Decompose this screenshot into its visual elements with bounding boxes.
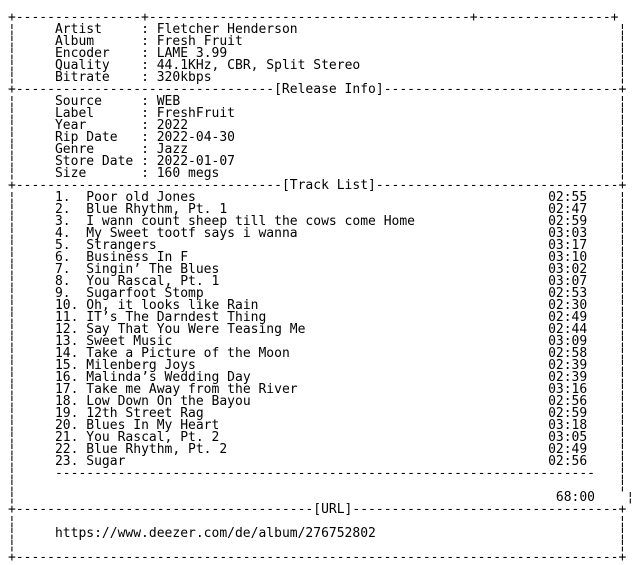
track-row: ¦ 3. I wann count sheep till the cows come Home 02:59 ¦ (8, 214, 627, 229)
track-title: I wann count sheep till the cows come Home (86, 214, 416, 229)
track-row: ¦ 10. Oh, it looks like Rain 02:30 ¦ (8, 298, 627, 313)
track-title: Take a Picture of the Moon (86, 346, 290, 361)
track-time: 02:59 (548, 406, 588, 421)
field-row: ¦ Genre : Jazz ¦ (8, 142, 627, 157)
track-row: ¦ 21. You Rascal, Pt. 2 03:05 ¦ (8, 430, 627, 445)
track-title: You Rascal, Pt. 2 (86, 430, 220, 445)
track-row: ¦ 17. Take me Away from the River 03:16 ¦ (8, 382, 627, 397)
track-time: 02:39 (548, 358, 588, 373)
field-label: Year (54, 118, 87, 133)
track-number: 15. (54, 358, 79, 373)
track-row: ¦ 6. Business In F 03:10 ¦ (8, 250, 627, 265)
track-time: 02:30 (548, 298, 588, 313)
track-row: ¦ 14. Take a Picture of the Moon 02:58 ¦ (8, 346, 627, 361)
track-row: ¦ 13. Sweet Music 03:09 ¦ (8, 334, 627, 349)
track-number: 12. (54, 322, 79, 337)
track-number: 19. (54, 406, 79, 421)
track-time: 02:47 (548, 202, 588, 217)
track-list-header: [Track List] (281, 178, 376, 193)
track-time: 03:02 (548, 262, 588, 277)
track-title: My Sweet tootf says i wanna (86, 226, 298, 241)
field-row: ¦ Bitrate : 320kbps ¦ (8, 70, 627, 85)
track-time: 02:39 (548, 370, 588, 385)
track-row: ¦ 4. My Sweet tootf says i wanna 03:03 ¦ (8, 226, 627, 241)
track-time: 02:56 (548, 394, 588, 409)
track-row: ¦ 23. Sugar 02:56 ¦ (8, 454, 627, 469)
field-value: Fresh Fruit (156, 34, 243, 49)
track-time: 03:10 (548, 250, 588, 265)
field-label: Artist (54, 22, 102, 37)
field-value: 2022-04-30 (156, 130, 236, 145)
field-row: ¦ Album : Fresh Fruit ¦ (8, 34, 627, 49)
top-border: +----------------+-----------------------------------------+-----------------+ (8, 10, 619, 25)
track-time: 02:55 (548, 190, 588, 205)
track-number: 9. (54, 286, 71, 301)
track-title: Business In F (86, 250, 189, 265)
field-value: 320kbps (156, 70, 212, 85)
field-row: ¦ Store Date : 2022-01-07 ¦ (8, 154, 627, 169)
field-label: Size (54, 166, 87, 181)
track-time: 03:16 (548, 382, 588, 397)
track-time: 03:17 (548, 238, 588, 253)
track-number: 14. (54, 346, 79, 361)
field-value: Fletcher Henderson (156, 22, 298, 37)
field-label: Quality (54, 58, 110, 73)
track-time: 03:09 (548, 334, 588, 349)
track-number: 5. (54, 238, 71, 253)
track-row: ¦ 9. Sugarfoot Stomp 02:53 ¦ (8, 286, 627, 301)
track-row: ¦ 18. Low Down On the Bayou 02:56 ¦ (8, 394, 627, 409)
track-row: ¦ 19. 12th Street Rag 02:59 ¦ (8, 406, 627, 421)
field-label: Label (54, 106, 95, 121)
field-value: 2022 (156, 118, 189, 133)
track-time: 02:49 (548, 442, 588, 457)
field-label: Rip Date (54, 130, 118, 145)
release-info-header-line: +---------------------------------[Release Info]------------------------------+ (8, 82, 627, 97)
field-value: WEB (156, 94, 181, 109)
track-number: 3. (54, 214, 71, 229)
track-title: Sugarfoot Stomp (86, 286, 204, 301)
track-time: 03:07 (548, 274, 588, 289)
track-title: Poor old Jones (86, 190, 196, 205)
track-time: 02:53 (548, 286, 588, 301)
blank-row: ¦ ¦ (8, 514, 627, 529)
field-row: ¦ Rip Date : 2022-04-30 ¦ (8, 130, 627, 145)
track-number: 22. (54, 442, 79, 457)
track-number: 18. (54, 394, 79, 409)
field-row: ¦ Encoder : LAME 3.99 ¦ (8, 46, 627, 61)
track-title: Malinda’s Wedding Day (86, 370, 251, 385)
release-info-header: [Release Info] (274, 82, 384, 97)
track-row: ¦ 12. Say That You Were Teasing Me 02:44 ¦ (8, 322, 627, 337)
field-label: Encoder (54, 46, 110, 61)
field-row: ¦ Label : FreshFruit ¦ (8, 106, 627, 121)
total-row: ¦ 68:00 ¦ (8, 490, 635, 505)
track-number: 4. (54, 226, 71, 241)
track-time: 02:59 (548, 214, 588, 229)
track-row: ¦ 22. Blue Rhythm, Pt. 2 02:49 ¦ (8, 442, 627, 457)
field-value: 2022-01-07 (156, 154, 236, 169)
track-title: Say That You Were Teasing Me (86, 322, 306, 337)
track-number: 1. (54, 190, 71, 205)
field-value: 44.1KHz, CBR, Split Stereo (156, 58, 361, 73)
url-header: [URL] (313, 502, 353, 517)
track-list-header-line: +----------------------------------[Track List]-------------------------------+ (8, 178, 627, 193)
field-label: Store Date (54, 154, 134, 169)
track-number: 13. (54, 334, 79, 349)
track-number: 11. (54, 310, 79, 325)
track-number: 6. (54, 250, 71, 265)
track-title: IT’s The Darndest Thing (86, 310, 267, 325)
track-title: Blue Rhythm, Pt. 1 (86, 202, 228, 217)
field-row: ¦ Source : WEB ¦ (8, 94, 627, 109)
track-title: Sugar (86, 454, 126, 469)
nfo-text (8, 12, 634, 564)
track-time: 02:49 (548, 310, 588, 325)
track-row: ¦ 7. Singin’ The Blues 03:02 ¦ (8, 262, 627, 277)
track-number: 10. (54, 298, 79, 313)
track-number: 21. (54, 430, 79, 445)
field-row: ¦ Size : 160 megs ¦ (8, 166, 627, 181)
track-row: ¦ 5. Strangers 03:17 ¦ (8, 238, 627, 253)
track-time: 02:58 (548, 346, 588, 361)
track-time: 02:44 (548, 322, 588, 337)
field-label: Album (54, 34, 95, 49)
track-number: 17. (54, 382, 79, 397)
track-title: Oh, it looks like Rain (86, 298, 259, 313)
track-title: Strangers (86, 238, 157, 253)
track-title: Blue Rhythm, Pt. 2 (86, 442, 228, 457)
bottom-border: +-----------------------------------------------------------------------------+ (8, 550, 627, 565)
field-row: ¦ Year : 2022 ¦ (8, 118, 627, 133)
track-title: Low Down On the Bayou (86, 394, 251, 409)
field-label: Genre (54, 142, 95, 157)
field-value: LAME 3.99 (156, 46, 228, 61)
track-row: ¦ 16. Malinda’s Wedding Day 02:39 ¦ (8, 370, 627, 385)
blank-row: ¦ ¦ (8, 538, 627, 553)
track-time: 03:03 (548, 226, 588, 241)
track-number: 8. (54, 274, 71, 289)
track-time: 03:05 (548, 430, 588, 445)
track-number: 20. (54, 418, 79, 433)
field-label: Bitrate (54, 70, 110, 85)
field-value: 160 megs (156, 166, 220, 181)
track-number: 16. (54, 370, 79, 385)
track-row: ¦ 15. Milenberg Joys 02:39 ¦ (8, 358, 627, 373)
track-title: You Rascal, Pt. 1 (86, 274, 220, 289)
track-time: 03:18 (548, 418, 588, 433)
blank-row: ¦ ¦ (8, 478, 627, 493)
track-number: 2. (54, 202, 71, 217)
track-title: Singin’ The Blues (86, 262, 220, 277)
total-time: 68:00 (555, 490, 596, 505)
album-url: https://www.deezer.com/de/album/276752802 (54, 526, 376, 541)
track-title: Milenberg Joys (86, 358, 196, 373)
field-row: ¦ Artist : Fletcher Henderson ¦ (8, 22, 627, 37)
field-value: Jazz (156, 142, 189, 157)
field-row: ¦ Quality : 44.1KHz, CBR, Split Stereo ¦ (8, 58, 627, 73)
url-row: ¦ https://www.deezer.com/de/album/276752802 ¦ (8, 526, 627, 541)
track-row: ¦ 2. Blue Rhythm, Pt. 1 02:47 ¦ (8, 202, 627, 217)
track-time: 02:56 (548, 454, 588, 469)
track-number: 7. (54, 262, 71, 277)
track-row: ¦ 8. You Rascal, Pt. 1 03:07 ¦ (8, 274, 627, 289)
track-title: 12th Street Rag (86, 406, 204, 421)
track-title: Take me Away from the River (86, 382, 298, 397)
track-title: Blues In My Heart (86, 418, 220, 433)
field-value: FreshFruit (156, 106, 236, 121)
url-header-line: +--------------------------------------[URL]----------------------------------+ (8, 502, 627, 517)
track-row: ¦ 20. Blues In My Heart 03:18 ¦ (8, 418, 627, 433)
track-title: Sweet Music (86, 334, 173, 349)
track-row: ¦ 1. Poor old Jones 02:55 ¦ (8, 190, 627, 205)
field-label: Source (54, 94, 102, 109)
total-separator: ¦ --------------------------------------------------------------------- ¦ (8, 466, 627, 481)
track-number: 23. (54, 454, 79, 469)
track-row: ¦ 11. IT’s The Darndest Thing 02:49 ¦ (8, 310, 627, 325)
